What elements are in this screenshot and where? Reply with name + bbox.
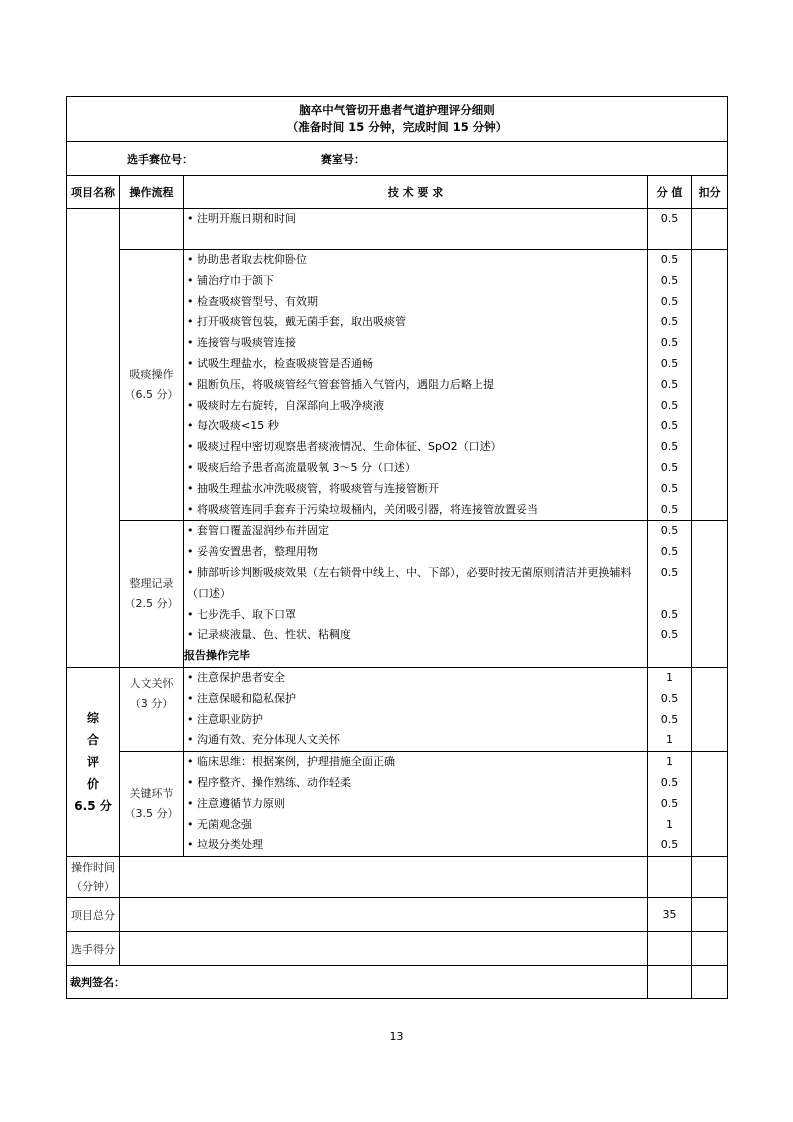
requirement-item: • 垃圾分类处理 xyxy=(187,838,263,852)
requirement-item: • 打开吸痰管包装，戴无菌手套，取出吸痰管 xyxy=(187,315,406,329)
requirement-item: • 临床思维：根据案例，护理措施全面正确 xyxy=(187,755,395,769)
judge-label: 裁判签名： xyxy=(70,976,125,990)
requirement-item: • 协助患者取去枕仰卧位 xyxy=(187,253,307,266)
operation-time-field[interactable] xyxy=(120,857,648,898)
eval-category-char: 合 xyxy=(86,733,99,748)
section-row xyxy=(67,209,728,250)
score-value-text: 0.5 xyxy=(660,565,679,579)
process-name: 人文关怀 xyxy=(129,676,174,690)
eval-category-cell xyxy=(67,667,120,856)
header-score: 分 值 xyxy=(648,176,692,209)
deduct-cell[interactable] xyxy=(692,209,728,250)
requirement-item: • 吸痰后给予患者高流量吸氧 3～5 分（口述） xyxy=(187,460,416,474)
score-value: 0.5 xyxy=(660,440,679,454)
title-line2: （准备时间 15 分钟，完成时间 15 分钟） xyxy=(286,120,508,134)
score-cell xyxy=(648,667,692,751)
judge-row xyxy=(67,966,728,999)
score-value: 0.5 xyxy=(660,481,679,495)
requirement-item: • 抽吸生理盐水冲洗吸痰管，将吸痰管与连接管断开 xyxy=(187,481,439,495)
requirement-item: • 程序整齐、操作熟练、动作轻柔 xyxy=(187,775,351,789)
process-cell xyxy=(120,521,184,668)
section-row xyxy=(67,752,728,857)
score-value: 0.5 xyxy=(660,607,679,621)
requirement-item: • 连接管与吸痰管连接 xyxy=(187,336,296,350)
report-complete: 报告操作完毕 xyxy=(184,649,250,663)
requirement-item: • 吸痰时左右旋转，自深部向上吸净痰液 xyxy=(187,398,384,412)
score-value: 0.5 xyxy=(660,628,679,642)
score-value xyxy=(648,646,691,667)
eval-category-points: 6.5 分 xyxy=(74,799,112,814)
header-requirement: 技 术 要 求 xyxy=(184,176,648,209)
process-cell xyxy=(120,752,184,857)
eval-category-char: 价 xyxy=(86,777,99,792)
score-value: 0.5 xyxy=(660,356,679,370)
process-cell xyxy=(120,209,184,250)
operation-time-label-line1: 操作时间 xyxy=(71,861,115,875)
earned-deduct xyxy=(692,932,728,966)
score-value: 0.5 xyxy=(660,336,679,350)
info-row xyxy=(67,142,728,176)
earned-row xyxy=(67,932,728,966)
earned-label: 选手得分 xyxy=(67,932,120,966)
requirement-item: • 每次吸痰<15 秒 xyxy=(187,419,279,433)
requirement-item: • 注意职业防护 xyxy=(187,712,263,726)
requirement-item: • 肺部听诊判断吸痰效果（左右锁骨中线上、中、下部），必要时按无菌原则清洁并更换辅料（口述） xyxy=(187,565,632,600)
score-value: 1 xyxy=(666,755,673,769)
score-value: 1 xyxy=(666,670,673,684)
requirement-item: • 将吸痰管连同手套弃于污染垃圾桶内，关闭吸引器，将连接管放置妥当 xyxy=(187,502,538,516)
requirement-item: • 检查吸痰管型号、有效期 xyxy=(187,294,318,308)
score-cell xyxy=(648,209,692,250)
score-value: 0.5 xyxy=(660,712,679,726)
operation-time-deduct[interactable] xyxy=(692,857,728,898)
score-value: 0.5 xyxy=(660,273,679,287)
score-value: 0.5 xyxy=(660,775,679,789)
score-value: 0.5 xyxy=(660,838,679,852)
total-field xyxy=(120,898,648,932)
header-item-name: 项目名称 xyxy=(67,176,120,209)
operation-time-label-line2: （分钟） xyxy=(71,880,115,894)
total-label: 项目总分 xyxy=(67,898,120,932)
score-value: 0.5 xyxy=(660,377,679,391)
table-title xyxy=(67,97,728,142)
judge-deduct xyxy=(692,966,728,999)
requirement-cell xyxy=(184,667,648,751)
score-value: 0.5 xyxy=(660,315,679,329)
header-deduct: 扣分 xyxy=(692,176,728,209)
eval-category-char: 综 xyxy=(86,711,99,726)
score-value: 0.5 xyxy=(660,294,679,308)
requirement-cell xyxy=(184,521,648,668)
requirement-item: • 注意遵循节力原则 xyxy=(187,796,285,810)
score-cell xyxy=(648,250,692,521)
process-name: 整理记录 xyxy=(129,577,174,591)
process-cell xyxy=(120,250,184,521)
process-points: （6.5 分） xyxy=(124,388,179,402)
process-name: 吸痰操作 xyxy=(129,368,174,382)
score-value: 0.5 xyxy=(660,460,679,474)
requirement-item: • 七步洗手、取下口罩 xyxy=(187,607,296,621)
requirement-item: • 记录痰液量、色、性状、粘稠度 xyxy=(187,628,351,642)
score-value: 1 xyxy=(666,733,673,747)
operation-time-label xyxy=(67,857,120,898)
earned-score xyxy=(648,932,692,966)
deduct-cell[interactable] xyxy=(692,752,728,857)
requirement-item: • 无菌观念强 xyxy=(187,817,252,831)
eval-category-char: 评 xyxy=(86,755,99,770)
section-row xyxy=(67,250,728,521)
item-name-cell xyxy=(67,209,120,668)
requirement-item: • 妥善安置患者，整理用物 xyxy=(187,545,318,559)
header-row xyxy=(67,176,728,209)
score-value: 0.5 xyxy=(660,419,679,433)
process-points: （3.5 分） xyxy=(124,807,179,821)
requirement-item: • 吸痰过程中密切观察患者痰液情况、生命体征、SpO2（口述） xyxy=(187,440,502,454)
title-line1: 脑卒中气管切开患者气道护理评分细则 xyxy=(299,103,495,117)
page-number: 13 xyxy=(389,1030,404,1043)
deduct-cell[interactable] xyxy=(692,667,728,751)
room-label: 赛室号： xyxy=(320,152,365,166)
score-value: 1 xyxy=(666,817,673,831)
process-points: （2.5 分） xyxy=(124,597,179,611)
score-value: 0.5 xyxy=(660,253,679,266)
header-process: 操作流程 xyxy=(120,176,184,209)
seat-label: 选手赛位号： xyxy=(127,152,193,166)
scoring-table xyxy=(66,96,728,999)
requirement-item: • 注意保护患者安全 xyxy=(187,670,285,684)
requirement-item: • 注明开瓶日期和时间 xyxy=(187,212,296,225)
score-value: 0.5 xyxy=(660,398,679,412)
score-value: 0.5 xyxy=(660,524,679,538)
requirement-cell xyxy=(184,209,648,250)
score-value: 0.5 xyxy=(660,691,679,705)
requirement-item: • 试吸生理盐水，检查吸痰管是否通畅 xyxy=(187,356,373,370)
total-score: 35 xyxy=(648,898,692,932)
requirement-item: • 套管口覆盖湿润纱布并固定 xyxy=(187,524,329,538)
earned-field[interactable] xyxy=(120,932,648,966)
deduct-cell[interactable] xyxy=(692,250,728,521)
requirement-item: • 注意保暖和隐私保护 xyxy=(187,691,296,705)
section-row xyxy=(67,667,728,751)
score-value xyxy=(648,563,691,605)
requirement-cell xyxy=(184,250,648,521)
deduct-cell[interactable] xyxy=(692,521,728,668)
requirement-item: • 铺治疗巾于颌下 xyxy=(187,273,274,287)
process-name: 关键环节 xyxy=(129,787,174,801)
score-value: 0.5 xyxy=(660,796,679,810)
operation-time-score xyxy=(648,857,692,898)
requirement-item: • 阻断负压，将吸痰管经气管套管插入气管内，遇阻力后略上提 xyxy=(187,377,494,391)
score-value: 0.5 xyxy=(660,502,679,516)
total-deduct xyxy=(692,898,728,932)
judge-score xyxy=(648,966,692,999)
score-cell xyxy=(648,752,692,857)
scoring-sheet xyxy=(66,96,727,999)
requirement-item: • 沟通有效、充分体现人文关怀 xyxy=(187,733,340,747)
operation-time-row xyxy=(67,857,728,898)
section-row xyxy=(67,521,728,668)
score-value: 0.5 xyxy=(660,545,679,559)
requirement-cell xyxy=(184,752,648,857)
score-cell xyxy=(648,521,692,668)
process-cell xyxy=(120,667,184,751)
score-value: 0.5 xyxy=(660,212,679,225)
process-points: （3 分） xyxy=(129,696,174,710)
total-row xyxy=(67,898,728,932)
judge-signature[interactable] xyxy=(67,966,648,999)
